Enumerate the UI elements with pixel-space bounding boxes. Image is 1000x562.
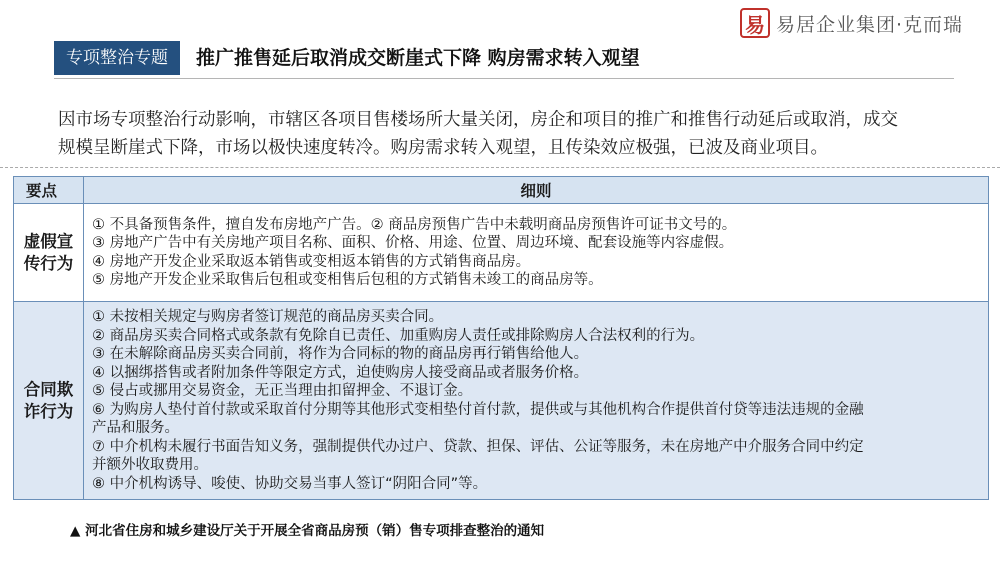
source-footnote: ▲ 河北省住房和城乡建设厅关于开展全省商品房预（销）售专项排查整治的通知 [70, 523, 545, 539]
rule-line: ⑦ 中介机构未履行书面告知义务，强制提供代办过户、贷款、担保、评估、公证等服务，未在房地产中介服务合同中约定 [92, 438, 864, 455]
rule-line: ⑤ 侵占或挪用交易资金，无正当理由扣留押金、不退订金。 [92, 383, 473, 399]
row-detail-cell [84, 204, 989, 302]
intro-line: 规模呈断崖式下降，市场以极快速度转冷。购房需求转入观望，且传染效应极强，已波及商业项目。 [58, 138, 828, 158]
logo-seal-icon: 易 [740, 8, 770, 38]
rule-line: ② 商品房买卖合同格式或条款有免除自已责任、加重购房人责任或排除购房人合法权利的行为。 [92, 327, 705, 344]
rule-line: ⑧ 中介机构诱导、唆使、协助交易当事人签订“阴阳合同”等。 [92, 475, 488, 492]
table-row [14, 302, 989, 500]
table-row [14, 204, 989, 302]
slide-title: 推广推售延后取消成交断崖式下降 购房需求转入观望 [196, 47, 640, 69]
rule-line: ④ 以捆绑搭售或者附加条件等限定方式，迫使购房人接受商品或者服务价格。 [92, 364, 589, 381]
rule-line: 并额外收取费用。 [92, 457, 208, 473]
row-key-text: 虚假宣 [23, 231, 74, 251]
header-cell-key: 要点 [14, 177, 84, 204]
rule-line: ① 不具备预售条件，擅自发布房地产广告。② 商品房预售广告中未载明商品房预售许可证书文号的。 [92, 216, 737, 233]
table-header-row [14, 177, 989, 204]
intro-line: 因市场专项整治行动影响，市辖区各项目售楼场所大量关闭，房企和项目的推广和推售行动延后或取消，成交 [58, 110, 898, 130]
rule-line: ④ 房地产开发企业采取返本销售或变相返本销售的方式销售商品房。 [92, 253, 531, 270]
topic-tag: 专项整治专题 [54, 41, 180, 75]
dashed-divider [0, 167, 1000, 168]
rule-line: ⑤ 房地产开发企业采取售后包租或变相售后包租的方式销售未竣工的商品房等。 [92, 272, 603, 288]
header-cell-detail: 细则 [84, 177, 989, 204]
row-key-cell [14, 204, 84, 302]
rules-table [13, 176, 989, 500]
row-detail-cell [84, 302, 989, 500]
rule-line: ③ 房地产广告中有关房地产项目名称、面积、价格、用途、位置、周边环境、配套设施等内容虚假。 [92, 235, 734, 251]
logo-text: 易居企业集团·克而瑞 [776, 13, 964, 36]
rule-line: 产品和服务。 [92, 420, 179, 436]
brand-logo [740, 6, 963, 40]
row-key-text: 诈行为 [23, 401, 74, 421]
rule-line: ① 未按相关规定与购房者签订规范的商品房买卖合同。 [92, 309, 444, 325]
rule-line: ③ 在未解除商品房买卖合同前，将作为合同标的物的商品房再行销售给他人。 [92, 346, 589, 362]
row-key-text: 传行为 [23, 253, 74, 273]
row-key-text: 合同欺 [23, 379, 74, 399]
row-key-cell [14, 302, 84, 500]
slide-header [54, 38, 954, 79]
rule-line: ⑥ 为购房人垫付首付款或采取首付分期等其他形式变相垫付首付款，提供或与其他机构合作提供首付贷等违法违规的金融 [92, 401, 864, 418]
intro-paragraph [58, 106, 963, 162]
